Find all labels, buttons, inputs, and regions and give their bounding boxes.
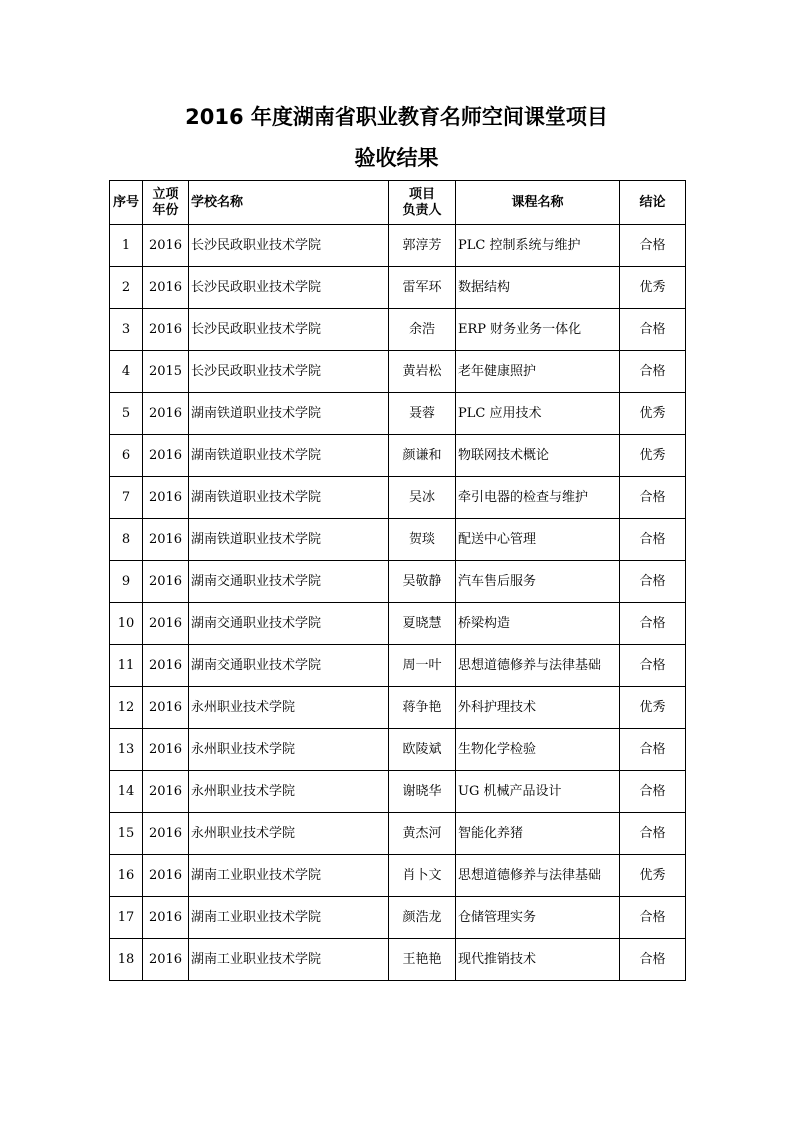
cell-course: PLC 控制系统与维护 <box>456 225 620 267</box>
table-row <box>110 813 686 855</box>
cell-leader: 蒋争艳 <box>389 687 456 729</box>
cell-school: 长沙民政职业技术学院 <box>189 309 389 351</box>
cell-course: 物联网技术概论 <box>456 435 620 477</box>
table-row <box>110 267 686 309</box>
cell-year: 2016 <box>143 309 189 351</box>
cell-seq: 9 <box>110 561 143 603</box>
cell-result: 优秀 <box>620 687 686 729</box>
cell-year: 2016 <box>143 897 189 939</box>
cell-school: 湖南铁道职业技术学院 <box>189 519 389 561</box>
cell-leader: 余浩 <box>389 309 456 351</box>
cell-result: 合格 <box>620 897 686 939</box>
cell-course: 思想道德修养与法律基础 <box>456 645 620 687</box>
cell-school: 湖南工业职业技术学院 <box>189 939 389 981</box>
cell-course: PLC 应用技术 <box>456 393 620 435</box>
cell-school: 湖南交通职业技术学院 <box>189 561 389 603</box>
cell-seq: 11 <box>110 645 143 687</box>
cell-leader: 颜浩龙 <box>389 897 456 939</box>
cell-school: 湖南交通职业技术学院 <box>189 603 389 645</box>
cell-seq: 1 <box>110 225 143 267</box>
cell-leader: 聂蓉 <box>389 393 456 435</box>
cell-seq: 13 <box>110 729 143 771</box>
table-row <box>110 351 686 393</box>
cell-school: 湖南工业职业技术学院 <box>189 897 389 939</box>
cell-result: 优秀 <box>620 435 686 477</box>
cell-result: 合格 <box>620 813 686 855</box>
cell-result: 合格 <box>620 351 686 393</box>
cell-course: 数据结构 <box>456 267 620 309</box>
cell-course: 智能化养猪 <box>456 813 620 855</box>
table-row <box>110 225 686 267</box>
cell-year: 2016 <box>143 771 189 813</box>
table-row <box>110 645 686 687</box>
cell-course: 思想道德修养与法律基础 <box>456 855 620 897</box>
header-year-line1: 立项 <box>152 186 179 202</box>
header-school: 学校名称 <box>189 181 389 225</box>
cell-year: 2016 <box>143 225 189 267</box>
cell-year: 2015 <box>143 351 189 393</box>
cell-seq: 17 <box>110 897 143 939</box>
table-row <box>110 393 686 435</box>
cell-seq: 7 <box>110 477 143 519</box>
cell-leader: 吴敬静 <box>389 561 456 603</box>
cell-result: 合格 <box>620 771 686 813</box>
cell-result: 合格 <box>620 645 686 687</box>
cell-leader: 周一叶 <box>389 645 456 687</box>
cell-course: ERP 财务业务一体化 <box>456 309 620 351</box>
cell-year: 2016 <box>143 645 189 687</box>
cell-year: 2016 <box>143 393 189 435</box>
cell-school: 永州职业技术学院 <box>189 687 389 729</box>
table-row <box>110 603 686 645</box>
table-row <box>110 855 686 897</box>
cell-course: 牵引电器的检查与维护 <box>456 477 620 519</box>
header-course: 课程名称 <box>456 181 620 225</box>
cell-year: 2016 <box>143 519 189 561</box>
table-row <box>110 477 686 519</box>
cell-leader: 郭淳芳 <box>389 225 456 267</box>
cell-school: 长沙民政职业技术学院 <box>189 267 389 309</box>
cell-school: 湖南铁道职业技术学院 <box>189 477 389 519</box>
header-year-line2: 年份 <box>152 202 179 218</box>
cell-result: 优秀 <box>620 267 686 309</box>
table-row <box>110 729 686 771</box>
cell-result: 优秀 <box>620 855 686 897</box>
cell-leader: 夏晓慧 <box>389 603 456 645</box>
header-seq: 序号 <box>110 181 143 225</box>
header-year <box>143 181 189 225</box>
cell-seq: 5 <box>110 393 143 435</box>
table-header-row <box>110 181 686 225</box>
cell-course: 桥梁构造 <box>456 603 620 645</box>
table-row <box>110 939 686 981</box>
cell-leader: 肖卜文 <box>389 855 456 897</box>
table-row <box>110 561 686 603</box>
cell-school: 湖南铁道职业技术学院 <box>189 435 389 477</box>
header-leader-line2: 负责人 <box>402 202 442 218</box>
table-row <box>110 309 686 351</box>
cell-year: 2016 <box>143 813 189 855</box>
cell-year: 2016 <box>143 267 189 309</box>
cell-course: 外科护理技术 <box>456 687 620 729</box>
table-row <box>110 771 686 813</box>
cell-seq: 8 <box>110 519 143 561</box>
cell-leader: 雷军环 <box>389 267 456 309</box>
cell-school: 永州职业技术学院 <box>189 813 389 855</box>
table-row <box>110 687 686 729</box>
cell-school: 湖南交通职业技术学院 <box>189 645 389 687</box>
cell-leader: 王艳艳 <box>389 939 456 981</box>
cell-result: 合格 <box>620 939 686 981</box>
cell-year: 2016 <box>143 729 189 771</box>
cell-course: 配送中心管理 <box>456 519 620 561</box>
cell-result: 合格 <box>620 519 686 561</box>
cell-school: 永州职业技术学院 <box>189 771 389 813</box>
cell-seq: 3 <box>110 309 143 351</box>
cell-leader: 欧陵斌 <box>389 729 456 771</box>
cell-result: 合格 <box>620 729 686 771</box>
cell-result: 优秀 <box>620 393 686 435</box>
header-leader-line1: 项目 <box>408 186 435 202</box>
cell-course: 老年健康照护 <box>456 351 620 393</box>
cell-result: 合格 <box>620 477 686 519</box>
header-leader <box>389 181 456 225</box>
cell-leader: 黄杰河 <box>389 813 456 855</box>
cell-school: 长沙民政职业技术学院 <box>189 225 389 267</box>
document-title: 2016 年度湖南省职业教育名师空间课堂项目 <box>185 105 608 129</box>
cell-year: 2016 <box>143 687 189 729</box>
cell-result: 合格 <box>620 603 686 645</box>
cell-year: 2016 <box>143 435 189 477</box>
cell-year: 2016 <box>143 855 189 897</box>
cell-year: 2016 <box>143 603 189 645</box>
header-result: 结论 <box>620 181 686 225</box>
cell-result: 合格 <box>620 225 686 267</box>
cell-course: UG 机械产品设计 <box>456 771 620 813</box>
cell-seq: 16 <box>110 855 143 897</box>
cell-school: 永州职业技术学院 <box>189 729 389 771</box>
table-body <box>110 225 686 981</box>
table-row <box>110 519 686 561</box>
cell-seq: 10 <box>110 603 143 645</box>
cell-school: 湖南铁道职业技术学院 <box>189 393 389 435</box>
cell-result: 合格 <box>620 309 686 351</box>
cell-seq: 18 <box>110 939 143 981</box>
cell-year: 2016 <box>143 939 189 981</box>
cell-seq: 4 <box>110 351 143 393</box>
cell-course: 汽车售后服务 <box>456 561 620 603</box>
cell-year: 2016 <box>143 477 189 519</box>
table-row <box>110 897 686 939</box>
cell-seq: 15 <box>110 813 143 855</box>
table-row <box>110 435 686 477</box>
cell-seq: 6 <box>110 435 143 477</box>
cell-course: 生物化学检验 <box>456 729 620 771</box>
cell-leader: 谢晓华 <box>389 771 456 813</box>
cell-seq: 2 <box>110 267 143 309</box>
results-table <box>109 180 686 981</box>
cell-course: 现代推销技术 <box>456 939 620 981</box>
cell-leader: 贺琰 <box>389 519 456 561</box>
cell-year: 2016 <box>143 561 189 603</box>
cell-school: 长沙民政职业技术学院 <box>189 351 389 393</box>
cell-course: 仓储管理实务 <box>456 897 620 939</box>
cell-leader: 颜谦和 <box>389 435 456 477</box>
cell-school: 湖南工业职业技术学院 <box>189 855 389 897</box>
cell-leader: 吴冰 <box>389 477 456 519</box>
cell-result: 合格 <box>620 561 686 603</box>
document-subtitle: 验收结果 <box>354 146 439 170</box>
cell-leader: 黄岩松 <box>389 351 456 393</box>
cell-seq: 12 <box>110 687 143 729</box>
cell-seq: 14 <box>110 771 143 813</box>
